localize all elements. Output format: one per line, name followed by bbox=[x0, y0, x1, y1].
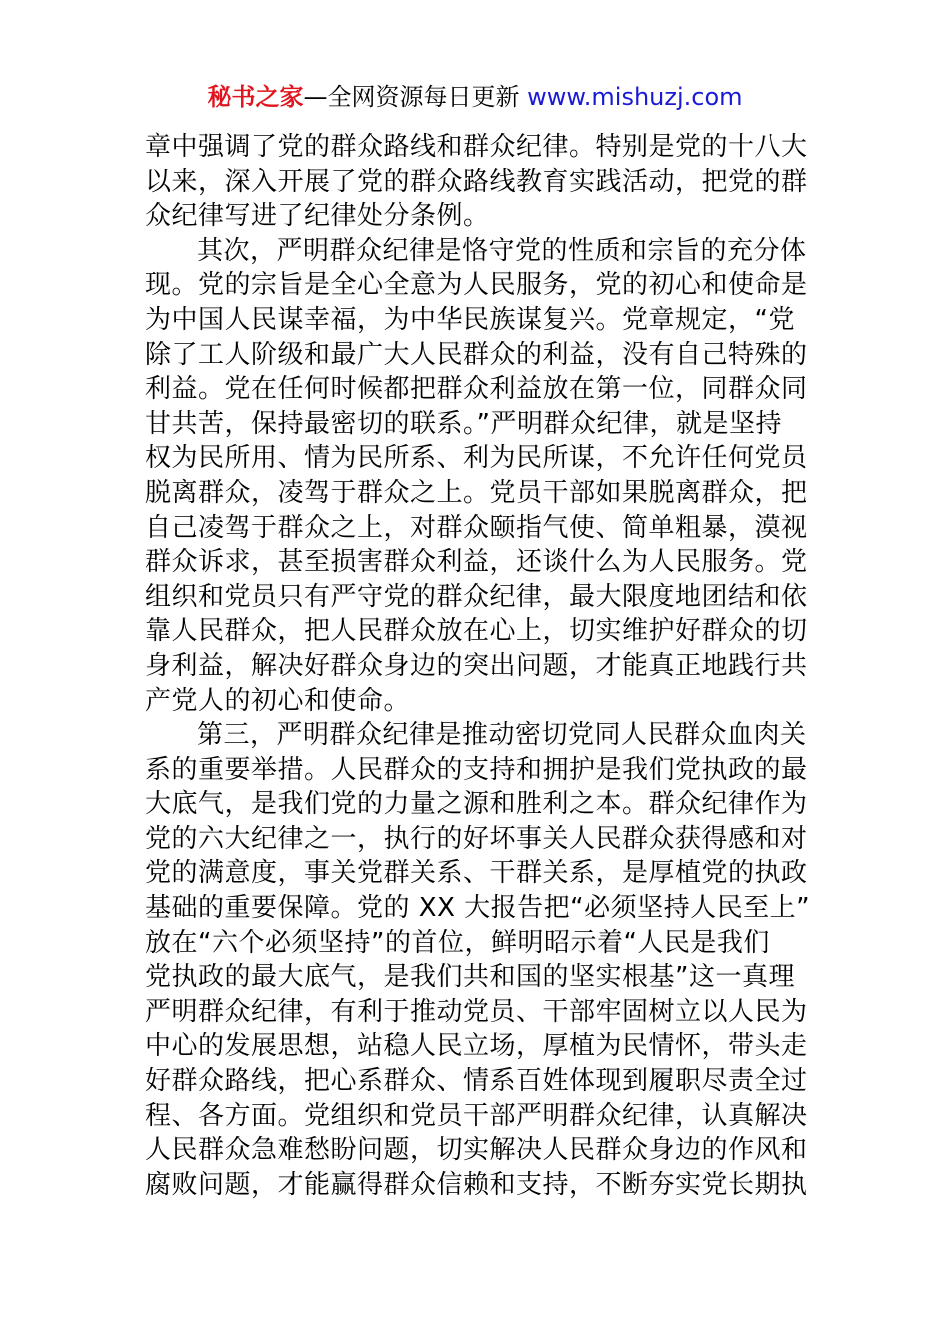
text-line: 群众诉求，甚至损害群众利益，还谈什么为人民服务。党 bbox=[145, 547, 808, 578]
text-line: 现。党的宗旨是全心全意为人民服务，党的初心和使命是 bbox=[145, 270, 808, 301]
paragraph-start-line: 第三，严明群众纪律是推动密切党同人民群众血肉关 bbox=[197, 720, 807, 751]
text-line: 中心的发展思想，站稳人民立场，厚植为民情怀，带头走 bbox=[145, 1031, 808, 1062]
text-line: 除了工人阶级和最广大人民群众的利益，没有自己特殊的 bbox=[145, 339, 808, 370]
text-line: 程、各方面。党组织和党员干部严明群众纪律，认真解决 bbox=[145, 1100, 808, 1131]
text-line: 甘共苦，保持最密切的联系。”严明群众纪律，就是坚持 bbox=[145, 408, 782, 439]
site-tagline: —全网资源每日更新 bbox=[303, 83, 528, 111]
text-line: 严明群众纪律，有利于推动党员、干部牢固树立以人民为 bbox=[145, 996, 808, 1027]
document-body bbox=[145, 130, 810, 1202]
text-line: 基础的重要保障。党的 XX 大报告把“必须坚持人民至上” bbox=[145, 893, 811, 924]
paragraph-start-line: 其次，严明群众纪律是恪守党的性质和宗旨的充分体 bbox=[197, 235, 807, 266]
text-line: 众纪律写进了纪律处分条例。 bbox=[145, 201, 490, 232]
text-line: 腐败问题，才能赢得群众信赖和支持，不断夯实党长期执 bbox=[145, 1169, 808, 1200]
text-line: 放在“六个必须坚持”的首位，鲜明昭示着“人民是我们 bbox=[145, 927, 770, 958]
text-line: 章中强调了党的群众路线和群众纪律。特别是党的十八大 bbox=[145, 132, 808, 162]
text-line: 身利益，解决好群众身边的突出问题，才能真正地践行共 bbox=[145, 650, 808, 681]
text-line: 利益。党在任何时候都把群众利益放在第一位，同群众同 bbox=[145, 374, 808, 405]
site-brand: 秘书之家 bbox=[207, 83, 304, 111]
text-line: 产党人的初心和使命。 bbox=[145, 685, 411, 716]
text-line: 党的六大纪律之一，执行的好坏事关人民群众获得感和对 bbox=[145, 823, 808, 854]
text-line: 大底气，是我们党的力量之源和胜利之本。群众纪律作为 bbox=[145, 789, 808, 820]
text-line: 自己凌驾于群众之上，对群众颐指气使、简单粗暴，漠视 bbox=[145, 512, 808, 543]
text-line: 靠人民群众，把人民群众放在心上，切实维护好群众的切 bbox=[145, 616, 808, 647]
text-line: 权为民所用、情为民所系、利为民所谋，不允许任何党员 bbox=[145, 443, 808, 474]
site-url-link[interactable]: www.mishuzj.com bbox=[527, 83, 743, 111]
text-line: 组织和党员只有严守党的群众纪律，最大限度地团结和依 bbox=[145, 581, 808, 612]
text-line: 系的重要举措。人民群众的支持和拥护是我们党执政的最 bbox=[145, 754, 808, 785]
text-line: 好群众路线，把心系群众、情系百姓体现到履职尽责全过 bbox=[145, 1066, 808, 1097]
text-line: 脱离群众，凌驾于群众之上。党员干部如果脱离群众，把 bbox=[145, 477, 808, 508]
text-line: 党执政的最大底气，是我们共和国的坚实根基”这一真理 bbox=[145, 962, 795, 993]
site-header bbox=[0, 80, 950, 114]
text-line: 为中国人民谋幸福，为中华民族谋复兴。党章规定，“党 bbox=[145, 304, 795, 335]
text-line: 人民群众急难愁盼问题，切实解决人民群众身边的作风和 bbox=[145, 1135, 808, 1166]
text-line: 以来，深入开展了党的群众路线教育实践活动，把党的群 bbox=[145, 166, 808, 197]
text-line: 党的满意度，事关党群关系、干群关系，是厚植党的执政 bbox=[145, 858, 808, 889]
